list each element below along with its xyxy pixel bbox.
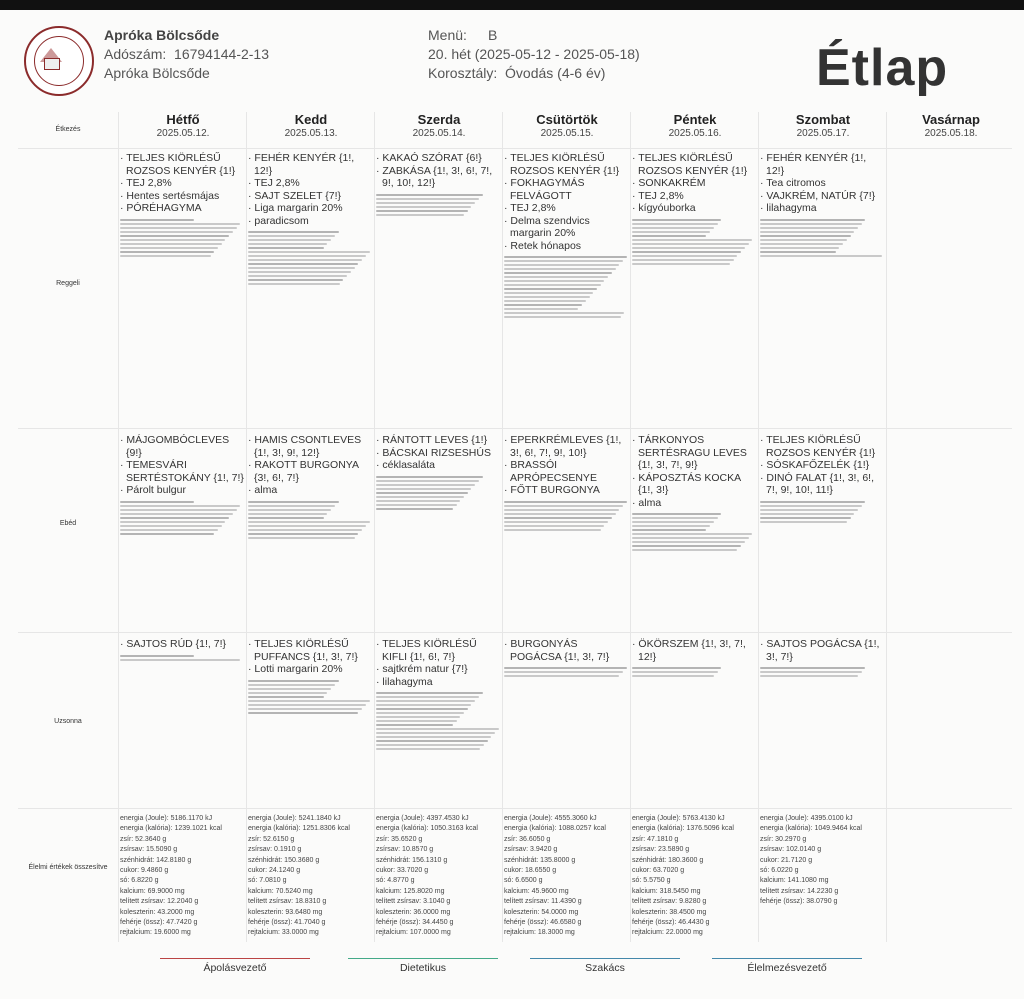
nutrition-value: fehérje (össz): 34.4450 g	[376, 919, 454, 927]
menu-grid	[18, 112, 1012, 952]
reggeli-cell	[760, 152, 884, 259]
nutrition-fine-print	[504, 256, 628, 318]
nutrition-value: kalcium: 125.8020 mg	[376, 887, 445, 895]
nutrition-value: kalcium: 45.9600 mg	[504, 887, 569, 895]
menu-item: · TEJ 2,8%	[248, 177, 300, 189]
nutrition-value: koleszterin: 43.2000 mg	[120, 908, 195, 916]
nutrition-value: só: 6.0220 g	[760, 867, 799, 875]
nutrition-fine-print	[632, 667, 756, 677]
nutrition-value: koleszterin: 36.0000 mg	[376, 908, 451, 916]
nutrition-value: kalcium: 141.1080 mg	[760, 877, 829, 885]
menu-label: Menü:	[428, 27, 467, 43]
menu-item: · ZABKÁSA {1!, 3!, 6!, 7!, 9!, 10!, 12!}	[376, 164, 493, 189]
nutrition-value: energia (Joule): 4555.3060 kJ	[504, 815, 597, 822]
menu-item: · BÁCSKAI RIZSESHÚS	[376, 446, 491, 459]
nutrition-summary	[376, 814, 500, 939]
nutrition-value: zsír: 36.6050 g	[504, 835, 551, 843]
nutrition-fine-print	[248, 501, 372, 539]
menu-item: · VAJKRÉM, NATÚR {7!}	[760, 189, 876, 202]
nutrition-value: zsír: 47.1810 g	[632, 835, 679, 843]
menu-item: · alma	[248, 484, 278, 496]
nutrition-value: energia (Joule): 4397.4530 kJ	[376, 815, 469, 822]
nutrition-value: zsírsav: 23.5890 g	[632, 846, 690, 854]
nutrition-fine-print	[248, 680, 372, 714]
nutrition-value: szénhidrát: 142.8180 g	[120, 856, 192, 864]
nutrition-summary	[760, 814, 884, 908]
nutrition-value: zsírsav: 0.1910 g	[248, 846, 302, 854]
nutrition-fine-print	[632, 513, 756, 551]
day-header	[376, 112, 502, 139]
menu-item: · céklasaláta	[376, 459, 435, 471]
nutrition-value: telített zsírsav: 11.4390 g	[504, 898, 582, 906]
nutrition-fine-print	[632, 219, 756, 265]
menu-item: · HAMIS CSONTLEVES {1!, 3!, 9!, 12!}	[248, 434, 362, 459]
ebed-cell	[504, 434, 628, 533]
nutrition-value: fehérje (össz): 46.4430 g	[632, 919, 710, 927]
row-label-etkezes: Étkezés	[55, 126, 81, 133]
top-bar	[0, 0, 1024, 10]
nutrition-value: só: 6.6500 g	[504, 877, 543, 885]
nutrition-value: cukor: 21.7120 g	[760, 856, 813, 864]
menu-item: · TÁRKONYOS SERTÉSRAGU LEVES {1!, 3!, 7!, 9!}	[632, 434, 747, 471]
menu-item: · FOKHAGYMÁS FELVÁGOTT	[504, 177, 585, 202]
uzsonna-cell	[120, 638, 244, 663]
day-name: Vasárnap	[922, 112, 980, 127]
reggeli-cell	[504, 152, 628, 320]
nutrition-value: rejtalcium: 19.6000 mg	[120, 929, 191, 937]
nutrition-value: telített zsírsav: 14.2230 g	[760, 887, 839, 895]
nutrition-value: koleszterin: 93.6480 mg	[248, 908, 323, 916]
menu-item: · SAJTOS POGÁCSA {1!, 3!, 7!}	[760, 638, 880, 663]
reggeli-cell	[248, 152, 372, 287]
nutrition-fine-print	[376, 476, 500, 510]
nutrition-value: energia (Joule): 5241.1840 kJ	[248, 815, 341, 822]
menu-item: · TELJES KIÖRLÉSŰ KIFLI {1!, 6!, 7!}	[376, 638, 477, 663]
menu-item: · TEMESVÁRI SERTÉSTOKÁNY {1!, 7!}	[120, 459, 244, 484]
day-date: 2025.05.15.	[540, 128, 594, 139]
menu-item: · Lotti margarin 20%	[248, 663, 343, 675]
uzsonna-cell	[632, 638, 756, 679]
nutrition-value: só: 6.8220 g	[120, 877, 159, 885]
signature-dietetikus: Dietetikus	[348, 958, 498, 974]
nutrition-fine-print	[760, 667, 884, 677]
nutrition-value: fehérje (össz): 38.0790 g	[760, 898, 838, 906]
nutrition-value: kalcium: 70.5240 mg	[248, 887, 313, 895]
nutrition-value: telített zsírsav: 18.8310 g	[248, 898, 327, 906]
day-header	[888, 112, 1014, 139]
menu-item: · KAKAÓ SZÓRAT {6!}	[376, 152, 482, 164]
uzsonna-cell	[248, 638, 372, 716]
nutrition-value: zsír: 30.2970 g	[760, 835, 807, 843]
row-label-uzsonna: Uzsonna	[54, 718, 82, 725]
nutrition-value: rejtalcium: 22.0000 mg	[632, 929, 703, 937]
nutrition-fine-print	[760, 501, 884, 523]
nutrition-summary	[632, 814, 756, 939]
menu-item: · KÁPOSZTÁS KOCKA {1!, 3!}	[632, 471, 741, 496]
day-date: 2025.05.17.	[796, 128, 850, 139]
nutrition-summary	[504, 814, 628, 939]
day-name: Szerda	[417, 112, 461, 127]
nutrition-summary	[120, 814, 244, 939]
nutrition-value: zsír: 52.3640 g	[120, 835, 167, 843]
nutrition-value: energia (Joule): 5186.1170 kJ	[120, 815, 213, 822]
nutrition-value: zsírsav: 3.9420 g	[504, 846, 558, 854]
nutrition-fine-print	[504, 501, 628, 531]
menu-item: · Hentes sertésmájas	[120, 189, 220, 202]
ebed-cell	[376, 434, 500, 512]
signature-apolasvezeto: Ápolásvezető	[160, 958, 310, 974]
org-info	[104, 26, 269, 83]
org-sub: Apróka Bölcsőde	[104, 65, 210, 81]
row-label-summary: Élelmi értékek összesítve	[28, 864, 108, 871]
nutrition-value: telített zsírsav: 9.8280 g	[632, 898, 707, 906]
day-name: Csütörtök	[536, 112, 598, 127]
menu-item: · TELJES KIÖRLÉSŰ ROZSOS KENYÉR {1!}	[760, 434, 876, 459]
nutrition-fine-print	[760, 219, 884, 257]
nutrition-value: szénhidrát: 135.8000 g	[504, 856, 576, 864]
nutrition-value: zsír: 35.6520 g	[376, 835, 423, 843]
day-date: 2025.05.16.	[668, 128, 722, 139]
day-date: 2025.05.13.	[284, 128, 338, 139]
day-header	[120, 112, 246, 139]
menu-item: · MÁJGOMBÓCLEVES {9!}	[120, 434, 230, 459]
nutrition-value: fehérje (össz): 47.7420 g	[120, 919, 198, 927]
menu-value: B	[488, 27, 498, 43]
reggeli-cell	[632, 152, 756, 267]
day-name: Péntek	[673, 112, 717, 127]
age-label: Korosztály:	[428, 65, 498, 81]
menu-item: · Retek hónapos	[504, 239, 582, 252]
nutrition-value: fehérje (össz): 46.6580 g	[504, 919, 582, 927]
nutrition-fine-print	[120, 655, 244, 661]
nutrition-value: zsírsav: 10.8570 g	[376, 846, 434, 854]
nutrition-value: cukor: 33.7020 g	[376, 867, 429, 875]
org-logo	[24, 26, 94, 96]
nutrition-value: energia (kalória): 1376.5096 kcal	[632, 825, 734, 833]
menu-item: · TEJ 2,8%	[632, 189, 684, 202]
menu-item: · SÓSKAFŐZELÉK {1!}	[760, 459, 870, 471]
ebed-cell	[248, 434, 372, 541]
tax-label: Adószám:	[104, 46, 167, 62]
nutrition-value: szénhidrát: 150.3680 g	[248, 856, 320, 864]
row-label-reggeli: Reggeli	[56, 280, 80, 287]
menu-info	[428, 26, 640, 83]
nutrition-fine-print	[376, 692, 500, 750]
nutrition-fine-print	[504, 667, 628, 677]
reggeli-cell	[376, 152, 500, 218]
row-label-ebed: Ebéd	[59, 520, 77, 527]
menu-item: · kígyóuborka	[632, 202, 696, 214]
nutrition-value: szénhidrát: 180.3600 g	[632, 856, 704, 864]
menu-item: · SONKAKRÉM	[632, 177, 706, 189]
menu-item: · paradicsom	[248, 214, 309, 227]
day-header	[760, 112, 886, 139]
menu-item: · RAKOTT BURGONYA {3!, 6!, 7!}	[248, 459, 359, 484]
menu-item: · TELJES KIÖRLÉSŰ PUFFANCS {1!, 3!, 7!}	[248, 638, 358, 663]
nutrition-value: só: 7.0810 g	[248, 877, 287, 885]
menu-item: · ÖKÖRSZEM {1!, 3!, 7!, 12!}	[632, 638, 746, 663]
menu-item: · BRASSÓI APRÓPECSENYE	[504, 459, 597, 484]
nutrition-value: telített zsírsav: 12.2040 g	[120, 898, 199, 906]
menu-item: · PÓRÉHAGYMA	[120, 202, 202, 214]
nutrition-value: só: 5.5750 g	[632, 877, 671, 885]
nutrition-fine-print	[120, 501, 244, 535]
uzsonna-cell	[760, 638, 884, 679]
nutrition-value: szénhidrát: 156.1310 g	[376, 856, 448, 864]
menu-item: · lilahagyma	[760, 202, 817, 214]
menu-item: · Tea citromos	[760, 177, 826, 189]
nutrition-value: cukor: 9.4860 g	[120, 867, 169, 875]
nutrition-value: rejtalcium: 33.0000 mg	[248, 929, 319, 937]
nutrition-value: energia (kalória): 1049.9464 kcal	[760, 825, 862, 833]
nutrition-value: fehérje (össz): 41.7040 g	[248, 919, 326, 927]
menu-item: · TELJES KIÖRLÉSŰ ROZSOS KENYÉR {1!}	[632, 152, 748, 177]
uzsonna-cell	[376, 638, 500, 752]
nutrition-value: rejtalcium: 18.3000 mg	[504, 929, 575, 937]
menu-item: · sajtkrém natur {7!}	[376, 663, 468, 675]
nutrition-value: energia (kalória): 1239.1021 kcal	[120, 825, 222, 833]
nutrition-fine-print	[376, 194, 500, 216]
age-value: Óvodás (4-6 év)	[505, 65, 606, 81]
tax-id: 16794144-2-13	[174, 46, 270, 62]
nutrition-value: cukor: 63.7020 g	[632, 867, 685, 875]
menu-item: · Delma szendvics margarin 20%	[504, 214, 590, 239]
menu-item: · BURGONYÁS POGÁCSA {1!, 3!, 7!}	[504, 638, 610, 663]
uzsonna-cell	[504, 638, 628, 679]
org-name: Apróka Bölcsőde	[104, 27, 220, 43]
ebed-cell	[120, 434, 244, 537]
nutrition-value: energia (kalória): 1088.0257 kcal	[504, 825, 606, 833]
signature-elelmezesvezeto: Élelmezésvezető	[712, 958, 862, 974]
nutrition-value: zsírsav: 15.5090 g	[120, 846, 178, 854]
menu-item: · EPERKRÉMLEVES {1!, 3!, 6!, 7!, 9!, 10!}	[504, 434, 622, 459]
nutrition-value: koleszterin: 54.0000 mg	[504, 908, 579, 916]
menu-item: · TELJES KIÖRLÉSŰ ROZSOS KENYÉR {1!}	[504, 152, 620, 177]
menu-item: · alma	[632, 496, 662, 509]
nutrition-value: energia (kalória): 1251.8306 kcal	[248, 825, 350, 833]
nutrition-value: só: 4.8770 g	[376, 877, 415, 885]
nutrition-value: cukor: 18.6550 g	[504, 867, 557, 875]
menu-item: · SAJT SZELET {7!}	[248, 189, 341, 202]
week-range: 20. hét (2025-05-12 - 2025-05-18)	[428, 46, 640, 62]
menu-item: · TELJES KIÖRLÉSŰ ROZSOS KENYÉR {1!}	[120, 152, 236, 177]
day-date: 2025.05.12.	[156, 128, 210, 139]
nutrition-value: zsírsav: 102.0140 g	[760, 846, 822, 854]
nutrition-fine-print	[120, 219, 244, 257]
day-name: Kedd	[294, 112, 328, 127]
page-title: Étlap	[816, 39, 949, 97]
menu-item: · Liga margarin 20%	[248, 202, 343, 214]
nutrition-value: energia (Joule): 4395.0100 kJ	[760, 815, 853, 822]
day-name: Szombat	[795, 112, 851, 127]
day-name: Hétfő	[166, 112, 200, 127]
nutrition-value: telített zsírsav: 3.1040 g	[376, 898, 451, 906]
nutrition-value: kalcium: 318.5450 mg	[632, 887, 701, 895]
signature-szakacs: Szakács	[530, 958, 680, 974]
day-header	[248, 112, 374, 139]
day-date: 2025.05.18.	[924, 128, 978, 139]
menu-item: · DINÓ FALAT {1!, 3!, 6!, 7!, 9!, 10!, 11!}	[760, 471, 874, 496]
menu-item: · Párolt bulgur	[120, 484, 186, 496]
day-date: 2025.05.14.	[412, 128, 466, 139]
day-header	[632, 112, 758, 139]
nutrition-fine-print	[248, 231, 372, 285]
nutrition-value: zsír: 52.6150 g	[248, 835, 295, 843]
nutrition-value: koleszterin: 38.4500 mg	[632, 908, 707, 916]
reggeli-cell	[120, 152, 244, 259]
ebed-cell	[632, 434, 756, 553]
menu-item: · TEJ 2,8%	[504, 202, 556, 214]
nutrition-summary	[248, 814, 372, 939]
menu-item: · SAJTOS RÚD {1!, 7!}	[120, 638, 227, 650]
nutrition-value: kalcium: 69.9000 mg	[120, 887, 185, 895]
menu-item: · RÁNTOTT LEVES {1!}	[376, 434, 488, 446]
menu-item: · FEHÉR KENYÉR {1!, 12!}	[248, 152, 355, 177]
menu-item: · FŐTT BURGONYA	[504, 484, 600, 496]
menu-item: · FEHÉR KENYÉR {1!, 12!}	[760, 152, 867, 177]
day-header	[504, 112, 630, 139]
nutrition-value: energia (Joule): 5763.4130 kJ	[632, 815, 725, 822]
nutrition-value: rejtalcium: 107.0000 mg	[376, 929, 451, 937]
nutrition-value: cukor: 24.1240 g	[248, 867, 301, 875]
nutrition-value: energia (kalória): 1050.3163 kcal	[376, 825, 478, 833]
menu-item: · TEJ 2,8%	[120, 177, 172, 189]
menu-item: · lilahagyma	[376, 675, 433, 688]
ebed-cell	[760, 434, 884, 525]
